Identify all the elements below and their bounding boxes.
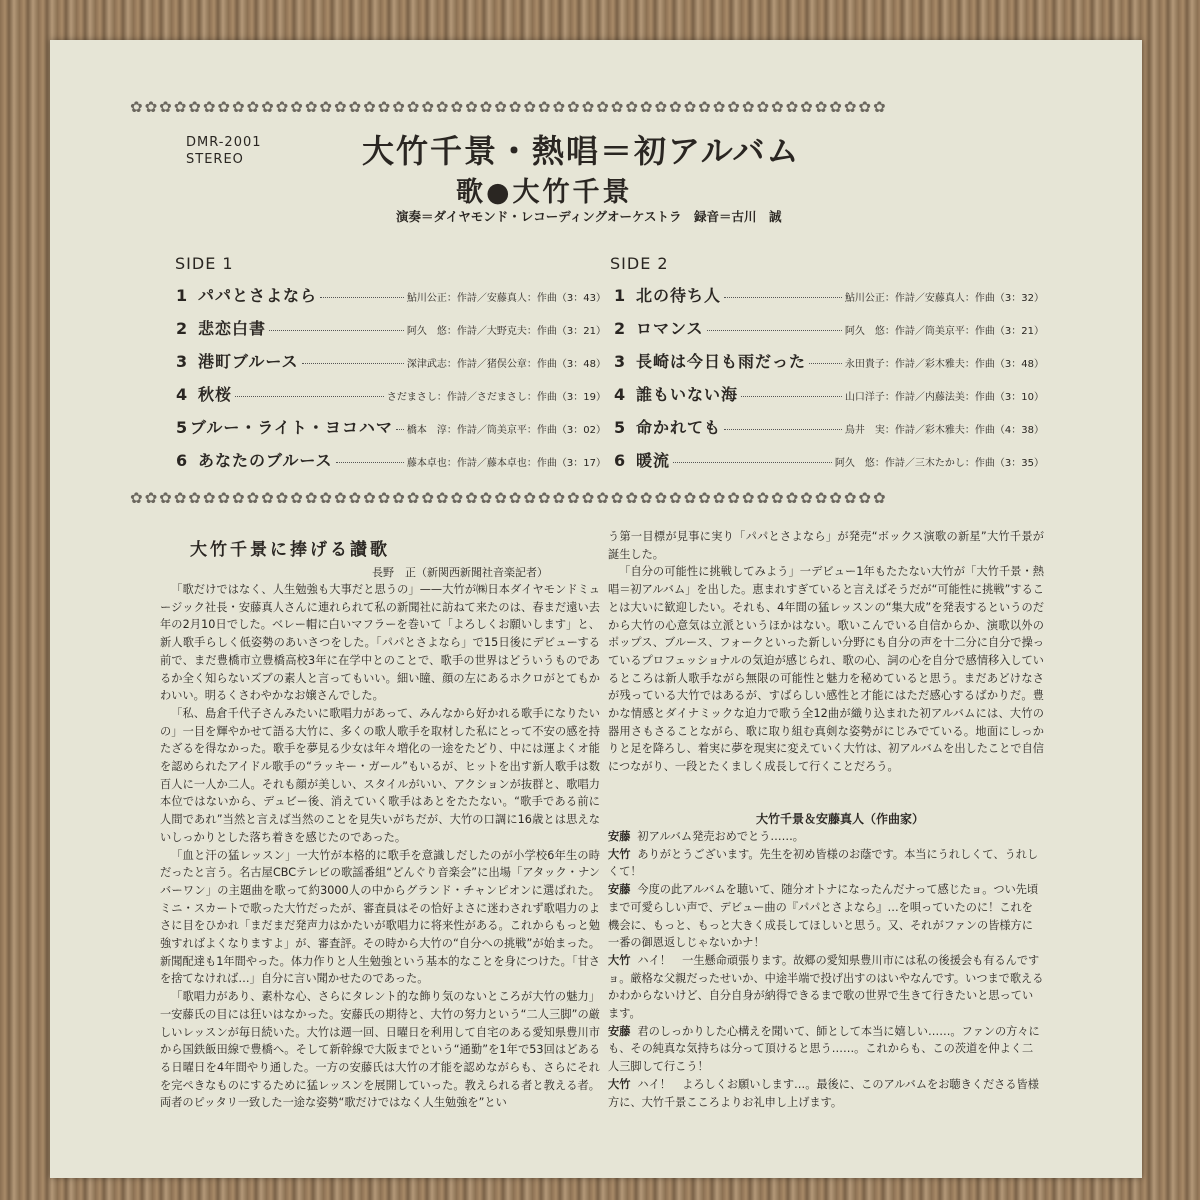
side2-tracklist [614,283,1044,481]
track-leader-dots [269,330,404,331]
singer-line: 歌●大竹千景 [456,177,633,208]
track-row [614,349,1044,382]
track-number: 2 [176,319,188,338]
track-title: パパとさよなら [198,286,318,305]
ornament-border-middle: ✿✿✿✿✿✿✿✿✿✿✿✿✿✿✿✿✿✿✿✿✿✿✿✿✿✿✿✿✿✿✿✿✿✿✿✿✿✿✿✿✿✿✿✿✿✿✿✿✿✿✿✿ [130,489,888,507]
side1-tracklist [176,283,606,481]
dialogue-text: ありがとうございます。先生を初め皆様のお蔭です。本当にうれしくて、うれしくて！ [608,847,1039,879]
track-title: 秋桜 [198,385,233,404]
dialogue-line [608,952,1044,1023]
side1-label: SIDE 1 [175,254,234,273]
track-number: 4 [176,385,188,404]
dialogue-body [608,828,1044,1111]
track-row [614,415,1044,448]
track-leader-dots [336,462,404,463]
dialogue-text: 初アルバム発売おめでとう……。 [637,830,804,843]
track-credit: 藤本卓也：作詩／藤本卓也：作曲（3：17） [406,458,606,469]
track-credit: 阿久 悠：作詩／三木たかし：作曲（3：35） [834,458,1044,469]
track-title: あなたのブルース [198,451,333,470]
ornament-border-top: ✿✿✿✿✿✿✿✿✿✿✿✿✿✿✿✿✿✿✿✿✿✿✿✿✿✿✿✿✿✿✿✿✿✿✿✿✿✿✿✿✿✿✿✿✿✿✿✿✿✿✿✿ [130,98,888,116]
track-credit: 橋本 淳：作詩／筒美京平：作曲（3：02） [406,425,606,436]
dialogue-title: 大竹千景＆安藤真人（作曲家） [756,812,925,826]
dialogue-speaker: 大竹 [608,847,631,861]
dialogue-line [608,1023,1044,1076]
track-title: 誰もいない海 [636,385,739,404]
production-credits: 演奏＝ダイヤモンド・レコーディングオーケストラ 録音＝古川 誠 [396,209,782,224]
track-leader-dots [724,429,842,430]
track-row [176,283,606,316]
track-credit: 鳥井 実：作詩／彩木雅夫：作曲（4：38） [844,425,1044,436]
track-title: ブルー・ライト・ヨコハマ [190,418,393,437]
track-leader-dots [724,297,842,298]
track-number: 3 [176,352,188,371]
dialogue-text: ハイ！ 一生懸命頑張ります。故郷の愛知県豊川市には私の後援会も有るんですョ。厳格な父親だったせいか、中途半端で投げ出すのはいやなんです。いつまで歌えるかわからないけど、自分自身が納得できるまで歌の世界で生きて行きたいと思っています。 [608,953,1044,1021]
track-title: 北の待ち人 [636,286,722,305]
dialogue-line [608,828,1044,846]
dialogue-line [608,1076,1044,1111]
track-number: 5 [614,418,626,437]
track-row [176,349,606,382]
track-title: 港町ブルース [198,352,299,371]
essay-paragraph: 「自分の可能性に挑戦してみよう」一デビュー1年もたたない大竹が「大竹千景・熱唱＝初アルバム」を出した。恵まれすぎていると言えばそうだが“可能性に挑戦”することは大いに歓迎したい。それも、4年間の猛レッスンの“集大成”を発表するというのだから大竹の心意気は立派というほかはない。歌いこんでいる自信からか、演歌以外のポップス、ブルース、フォークといった新しい分野にも自分の声を十二分に自分で操っているプロフェッショナルの気迫が感じられ、歌の心、詞の心を自分で感情移入しているところは新人歌手ながら無限の可能性と魅力を秘めていると思う。まだあどけなさが残っている大竹ではあるが、すばらしい感性と才能にはただ感心するばかりだ。豊かな情感とダイナミックな迫力で歌う全12曲が織り込まれた初アルバムには、大竹の器用さもさることながら、歌に取り組む真剣な姿勢がにじみでている。地面にしっかりと足を降ろし、着実に夢を現実に変えていく大竹は、初アルバムを出したことで自信につながり、一段とたくましく成長して行くことだろう。 [608,565,1044,774]
track-number: 1 [176,286,188,305]
track-title: 命かれても [636,418,722,437]
track-title: 長崎は今日も雨だった [636,352,807,371]
side2-label: SIDE 2 [610,254,669,273]
track-number: 2 [614,319,626,338]
track-row [176,382,606,415]
track-leader-dots [741,396,842,397]
dialogue-line [608,846,1044,881]
track-credit: さだまさし：作詩／さだまさし：作曲（3：19） [386,392,606,403]
essay-paragraph: 「血と汗の猛レッスン」一大竹が本格的に歌手を意識しだしたのが小学校6年生の時だったと言う。名古屋CBCテレビの歌謡番組“どんぐり音楽会”に出場「アタック・ナンバーワン」の主題曲を歌って約3000人の中からグランド・チャンピオンに選ばれた。ミニ・スカートで歌った大竹だったが、審査員はその恰好よさに迷わされず歌唱力のよさに目をひかれ「まだまだ発声力はかたいが歌唱力に将来性がある。これからもっと勉強すればよくなりますよ」が、審査評。その時から大竹の“自分への挑戦”が始まった。新聞配達も1年間やった。体力作りと人生勉強という基本的なことを身につけた。「甘さを捨てなければ…」自分に言い聞かせたのであった。 [160,848,600,986]
track-row [614,448,1044,481]
track-credit: 阿久 悠：作詩／大野克夫：作曲（3：21） [406,326,606,337]
catalog-info [186,134,262,168]
essay-paragraph: 「歌だけではなく、人生勉強も大事だと思うの」——大竹が㈱日本ダイヤモンドミュージック社長・安藤真人さんに連れられて私の新聞社に訪ねて来たのは、春まだ遠い去年の2月10日でした。ベレー帽に白いマフラーを巻いて「よろしくお願いします」と、新人歌手らしく低姿勢のあいさつをした。「パパとさよなら」で15日後にデビューする前で、まだ豊橋市立豊橋高校3年に在学中とのことで、歌手の世界はどういうものであるか全く知らないズブの素人と言ってもいい。細い瞳、顔の左にあるホクロがとてもかわいい。明るくさわやかなお嬢さんでした。 [160,583,600,703]
album-title: 大竹千景・熱唱＝初アルバム [362,132,801,170]
catalog-format: STEREO [186,152,244,167]
track-leader-dots [809,363,842,364]
track-leader-dots [320,297,404,298]
track-credit: 永田貴子：作詩／彩木雅夫：作曲（3：48） [844,359,1044,370]
dialogue-speaker: 安藤 [608,883,631,897]
album-insert-sheet [50,40,1142,1178]
track-row [176,448,606,481]
track-row [176,316,606,349]
essay-column-left [160,581,600,1112]
track-number: 3 [614,352,626,371]
track-row [614,316,1044,349]
track-row [614,283,1044,316]
track-row [614,382,1044,415]
track-credit: 山口洋子：作詩／内藤法美：作曲（3：10） [844,392,1044,403]
track-number: 5 [176,418,188,437]
track-credit: 鮎川公正：作詩／安藤真人：作曲（3：43） [406,293,606,304]
track-leader-dots [396,429,404,430]
track-number: 1 [614,286,626,305]
track-number: 4 [614,385,626,404]
dialogue-line [608,881,1044,952]
track-title: 悲恋白書 [198,319,267,338]
track-leader-dots [235,396,384,397]
dialogue-text: ハイ！ よろしくお願いします…。最後に、このアルバムをお聴きくださる皆様方に、大竹千景こころよりお礼申し上げます。 [608,1077,1039,1109]
track-credit: 阿久 悠：作詩／筒美京平：作曲（3：21） [844,326,1044,337]
track-credit: 深津武志：作詩／猪俣公章：作曲（3：48） [406,359,606,370]
dialogue-speaker: 安藤 [608,1024,631,1038]
essay-title: 大竹千景に捧げる讃歌 [190,540,390,560]
track-leader-dots [707,330,842,331]
essay-paragraph: う第一目標が見事に実り「パパとさよなら」が発売“ボックス演歌の新星”大竹千景が誕生した。 [608,530,1044,561]
essay-author: 長野 正（新関西新聞社音楽記者） [372,566,548,579]
dialogue-speaker: 安藤 [608,830,631,843]
dialogue-text: 今度の此アルバムを聴いて、随分オトナになったんだナって感じたョ。つい先頃まで可愛らしい声で、デビュー曲の『パパとさよなら』…を唄っていたのに！これを機会に、もっと、もっと大きく成長してほしいと思う。又、それがファンの皆様方に一番の御恩返しじゃないかナ！ [608,883,1039,950]
catalog-number: DMR-2001 [186,135,262,150]
essay-paragraph: 「私、島倉千代子さんみたいに歌唱力があって、みんなから好かれる歌手になりたいの」一目を輝やかせて語る大竹に、多くの歌人歌手を取材した私にとって不安の感を持たざるを得なかった。歌手を夢見る少女は年々増化の一途をたどり、中には運よくオ能を認められたアイドル歌手の“ラッキー・ガール”もいるが、ヒットを出す新人歌手は数百人に一人か二人。それも顔が美しい、スタイルがいい、アクションが抜群と、歌唱力本位ではないから、デュビー後、消えていく歌手はあとをたたない。“歌手である前に人間であれ”当然と言えば当然のことを見失いがちだが、大竹の口調に16歳とは思えないしっかりとした落ち着きを感じたのであった。 [160,706,600,844]
track-credit: 鮎川公正：作詩／安藤真人：作曲（3：32） [844,293,1044,304]
track-title: 暖流 [636,451,671,470]
track-title: ロマンス [636,319,704,338]
track-number: 6 [614,451,626,470]
dialogue-speaker: 大竹 [608,1077,631,1091]
track-number: 6 [176,451,188,470]
essay-column-right [608,528,1044,776]
essay-paragraph: 「歌唱力があり、素朴な心、さらにタレント的な飾り気のないところが大竹の魅力」一安藤氏の目には狂いはなかった。安藤氏の期待と、大竹の努力という“二人三脚”の厳しいレッスンが毎日続いた。大竹は週一回、日曜日を利用して自宅のある愛知県豊川市から国鉄飯田線で豊橋へ。そして新幹線で大阪までという“通勤”を1年で53回はどあるる日曜日を4年間やり通した。一方の安藤氏は大竹の才能を認めながらも、さらにそれを完ぺきなものにするために猛レッスンを展開していった。教えられる者と教える者。両者のピッタリ一致した一途な姿勢“歌だけではなく人生勉強を”とい [160,990,600,1110]
track-leader-dots [673,462,832,463]
dialogue-speaker: 大竹 [608,953,631,967]
track-leader-dots [302,363,404,364]
track-row [176,415,606,448]
dialogue-text: 君のしっかりした心構えを聞いて、師として本当に嬉しい……。ファンの方々にも、その純真な気持ちは分って頂けると思う……。これからも、この茨道を仲よく二人三脚して行こう！ [608,1024,1040,1074]
